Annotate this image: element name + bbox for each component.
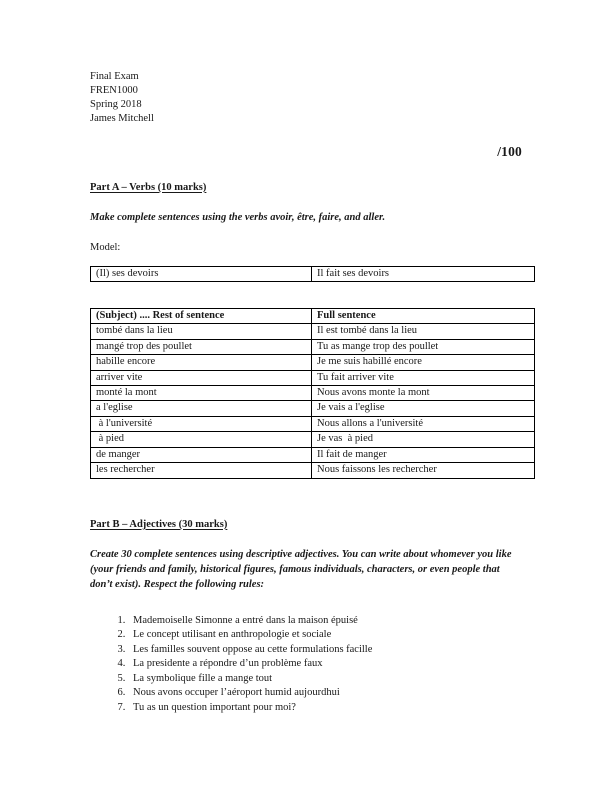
full-sentence-cell[interactable]: Je vas à pied (312, 432, 535, 447)
list-item: 1. Mademoiselle Simonne a entré dans la maison épuisé (128, 614, 522, 629)
exam-header (90, 70, 522, 126)
verbs-table-body (91, 324, 535, 478)
subject-cell[interactable]: les rechercher (91, 463, 312, 478)
student-name-line: James Mitchell (90, 112, 154, 124)
list-item: 6. Nous avons occuper l’aéroport humid aujourdhui (128, 686, 522, 701)
list-item: 7. Tu as un question important pour moi? (128, 701, 522, 716)
table-row (91, 370, 535, 385)
table-row (91, 266, 535, 281)
part-b-instruction: Create 30 complete sentences using descriptive adjectives. You can write about whomever you like (your friends and family, historical figures, famous individuals, characters, or even people that don’t exist). Respect the following rules: (90, 548, 512, 590)
part-a-heading-text: Part A – Verbs (10 marks) (90, 181, 207, 193)
table-row (91, 432, 535, 447)
table-row (91, 324, 535, 339)
full-sentence-cell[interactable]: Nous avons monte la mont (312, 386, 535, 401)
part-b-heading (90, 519, 522, 530)
part-a-instruction: Make complete sentences using the verbs avoir, être, faire, and aller. (90, 211, 386, 223)
table-row (91, 401, 535, 416)
full-sentence-cell[interactable]: Nous allons a l'université (312, 416, 535, 431)
table-row (91, 463, 535, 478)
subject-cell[interactable]: à pied (91, 432, 312, 447)
full-sentence-cell[interactable]: Je me suis habillé encore (312, 355, 535, 370)
part-b-heading-text: Part B – Adjectives (30 marks) (90, 518, 228, 530)
model-table (90, 266, 535, 282)
table-header-row (91, 309, 535, 324)
subject-cell[interactable]: a l'eglise (91, 401, 312, 416)
full-sentence-cell[interactable]: Il fait de manger (312, 447, 535, 462)
table-row (91, 339, 535, 354)
subject-cell[interactable]: à l'université (91, 416, 312, 431)
list-item: 4. La presidente a répondre d’un problème faux (128, 657, 522, 672)
total-marks: /100 (497, 143, 522, 159)
term-line: Spring 2018 (90, 98, 142, 110)
list-item: 3. Les familles souvent oppose au cette formulations facille (128, 643, 522, 658)
subject-cell[interactable]: mangé trop des poullet (91, 339, 312, 354)
subject-cell[interactable]: arriver vite (91, 370, 312, 385)
exam-title-line: Final Exam (90, 71, 139, 82)
subject-cell[interactable]: monté la mont (91, 386, 312, 401)
table-row (91, 416, 535, 431)
verbs-answer-table (90, 308, 535, 478)
table-row (91, 447, 535, 462)
list-item: 2. Le concept utilisant en anthropologie et sociale (128, 628, 522, 643)
full-sentence-cell[interactable]: Je vais a l'eglise (312, 401, 535, 416)
course-code-line: FREN1000 (90, 84, 138, 96)
column-header-full-sentence: Full sentence (312, 309, 535, 324)
document-body (90, 70, 522, 716)
table-row (91, 386, 535, 401)
full-sentence-cell[interactable]: Tu as mange trop des poullet (312, 339, 535, 354)
part-b-rules-list (90, 614, 522, 716)
part-b-section (90, 519, 522, 716)
model-subject-cell: (Il) ses devoirs (91, 266, 312, 281)
full-sentence-cell[interactable]: Il est tombé dans la lieu (312, 324, 535, 339)
full-sentence-cell[interactable]: Nous faissons les rechercher (312, 463, 535, 478)
table-row (91, 355, 535, 370)
model-sentence-cell: Il fait ses devoirs (312, 266, 535, 281)
model-label: Model: (90, 241, 121, 253)
part-a-heading (90, 182, 522, 193)
list-item: 5. La symbolique fille a mange tout (128, 672, 522, 687)
full-sentence-cell[interactable]: Tu fait arriver vite (312, 370, 535, 385)
subject-cell[interactable]: tombé dans la lieu (91, 324, 312, 339)
subject-cell[interactable]: habille encore (91, 355, 312, 370)
column-header-subject: (Subject) .... Rest of sentence (91, 309, 312, 324)
subject-cell[interactable]: de manger (91, 447, 312, 462)
